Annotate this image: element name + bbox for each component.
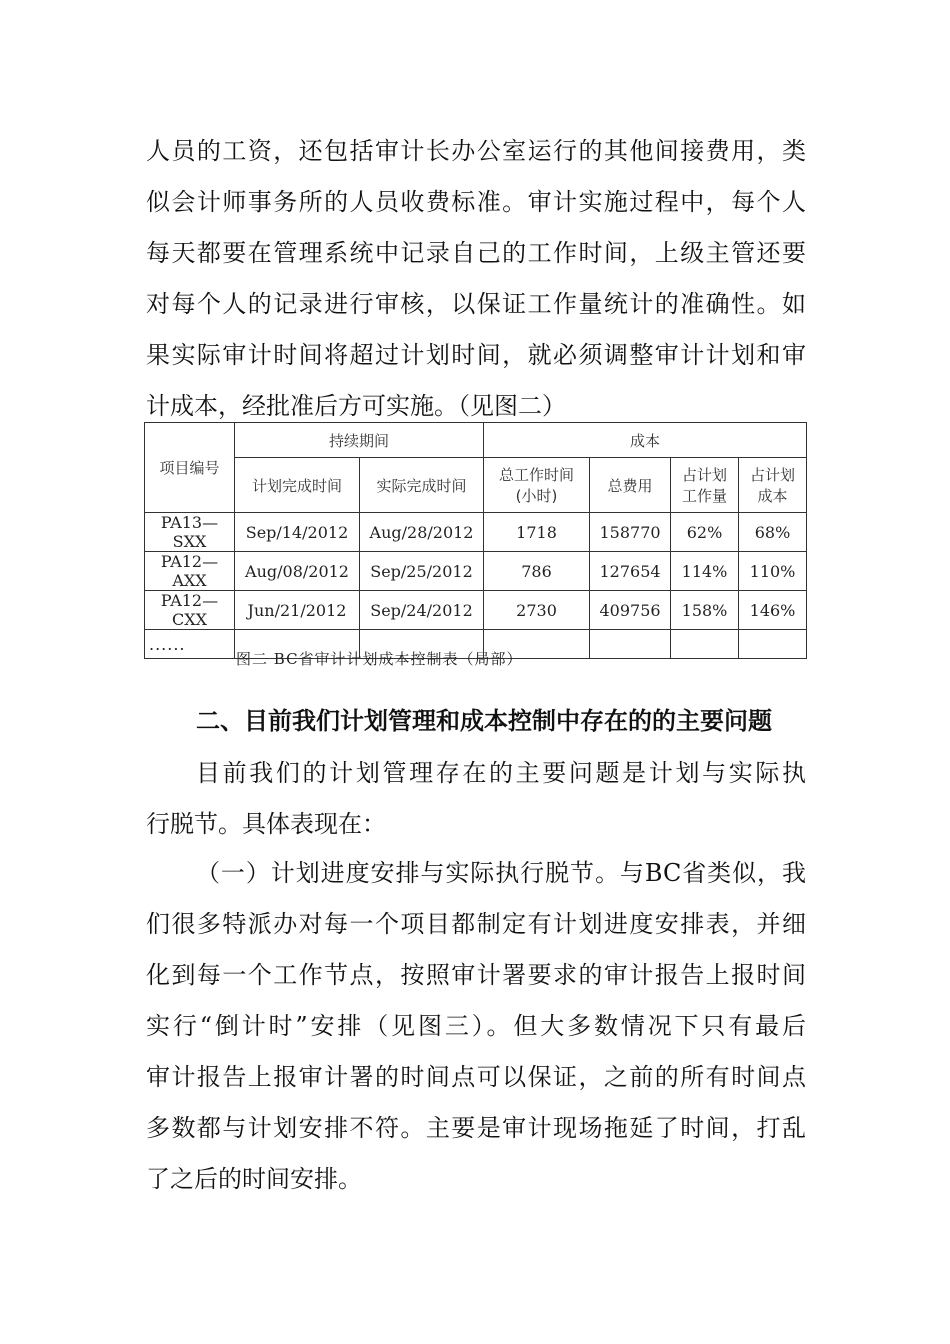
cell-project-id: PA12—AXX: [145, 552, 235, 591]
cell-pct-workload: 62%: [671, 513, 739, 552]
cell-pct-cost: 68%: [739, 513, 807, 552]
section-heading: 二、目前我们计划管理和成本控制中存在的的主要问题: [196, 707, 772, 735]
text-line: 目前我们的计划管理存在的主要问题是计划与实际执: [196, 759, 806, 787]
table-header-row: [145, 423, 807, 458]
cell-cost: 409756: [590, 591, 671, 630]
header-total-hours-line2: (小时): [515, 487, 558, 505]
header-duration: 持续期间: [235, 423, 484, 458]
text-line: 每天都要在管理系统中记录自己的工作时间，上级主管还要: [146, 239, 806, 267]
text-line: （一）计划进度安排与实际执行脱节。与BC省类似，我: [196, 859, 806, 887]
cell-actual: Aug/28/2012: [360, 513, 484, 552]
text-line: 人员的工资，还包括审计长办公室运行的其他间接费用，类: [146, 137, 806, 165]
cell-ellipsis: ......: [145, 630, 235, 659]
cell-project-id: PA13—SXX: [145, 513, 235, 552]
table-row: [145, 552, 807, 591]
cell-planned: Aug/08/2012: [235, 552, 360, 591]
text-line: 了之后的时间安排。: [146, 1165, 362, 1193]
cell-planned: Jun/21/2012: [235, 591, 360, 630]
header-actual-completion: 实际完成时间: [360, 458, 484, 513]
header-total-cost: 总费用: [590, 458, 671, 513]
header-total-hours-line1: 总工作时间: [499, 466, 575, 484]
paragraph-audit-cost: [146, 126, 806, 432]
header-pct-cost: [739, 458, 807, 513]
header-pct-cost-line1: 占计划: [750, 466, 796, 484]
cell-pct-cost: 110%: [739, 552, 807, 591]
table-row: [145, 591, 807, 630]
text-line: 行脱节。具体表现在：: [146, 810, 386, 838]
header-total-hours: [484, 458, 590, 513]
cell-hours: 786: [484, 552, 590, 591]
paragraph-schedule-disconnect: [146, 848, 806, 1205]
text-line: 们很多特派办对每一个项目都制定有计划进度安排表，并细: [146, 910, 806, 938]
text-line: 化到每一个工作节点，按照审计署要求的审计报告上报时间: [146, 961, 806, 989]
text-line: 审计报告上报审计署的时间点可以保证，之前的所有时间点: [146, 1063, 806, 1091]
table-row: [145, 513, 807, 552]
text-line: 对每个人的记录进行审核，以保证工作量统计的准确性。如: [146, 290, 806, 318]
header-project-no: 项目编号: [145, 423, 235, 513]
cell-empty: [739, 630, 807, 659]
table-subheader-row: [145, 458, 807, 513]
cell-actual: Sep/25/2012: [360, 552, 484, 591]
cell-pct-workload: 114%: [671, 552, 739, 591]
audit-plan-cost-table: [144, 422, 807, 659]
header-pct-cost-line2: 成本: [757, 487, 788, 505]
cell-project-id: PA12—CXX: [145, 591, 235, 630]
cell-hours: 2730: [484, 591, 590, 630]
cell-cost: 158770: [590, 513, 671, 552]
text-line: 实行“倒计时”安排（见图三）。但大多数情况下只有最后: [146, 1012, 806, 1040]
header-cost: 成本: [484, 423, 807, 458]
text-line: 计成本，经批准后方可实施。（见图二）: [146, 392, 566, 420]
header-pct-workload-line1: 占计划: [682, 466, 728, 484]
header-planned-completion: 计划完成时间: [235, 458, 360, 513]
text-line: 果实际审计时间将超过计划时间，就必须调整审计计划和审: [146, 341, 806, 369]
header-pct-workload: [671, 458, 739, 513]
cell-cost: 127654: [590, 552, 671, 591]
cell-empty: [671, 630, 739, 659]
text-line: 多数都与计划安排不符。主要是审计现场拖延了时间，打乱: [146, 1114, 806, 1142]
header-pct-workload-line2: 工作量: [682, 487, 728, 505]
cell-actual: Sep/24/2012: [360, 591, 484, 630]
cell-planned: Sep/14/2012: [235, 513, 360, 552]
cell-pct-cost: 146%: [739, 591, 807, 630]
cell-pct-workload: 158%: [671, 591, 739, 630]
text-line: 似会计师事务所的人员收费标准。审计实施过程中，每个人: [146, 188, 806, 216]
paragraph-main-problem: [146, 748, 806, 850]
cell-empty: [590, 630, 671, 659]
cell-hours: 1718: [484, 513, 590, 552]
table-caption: 图二 BC省审计计划成本控制表（局部）: [236, 650, 523, 668]
